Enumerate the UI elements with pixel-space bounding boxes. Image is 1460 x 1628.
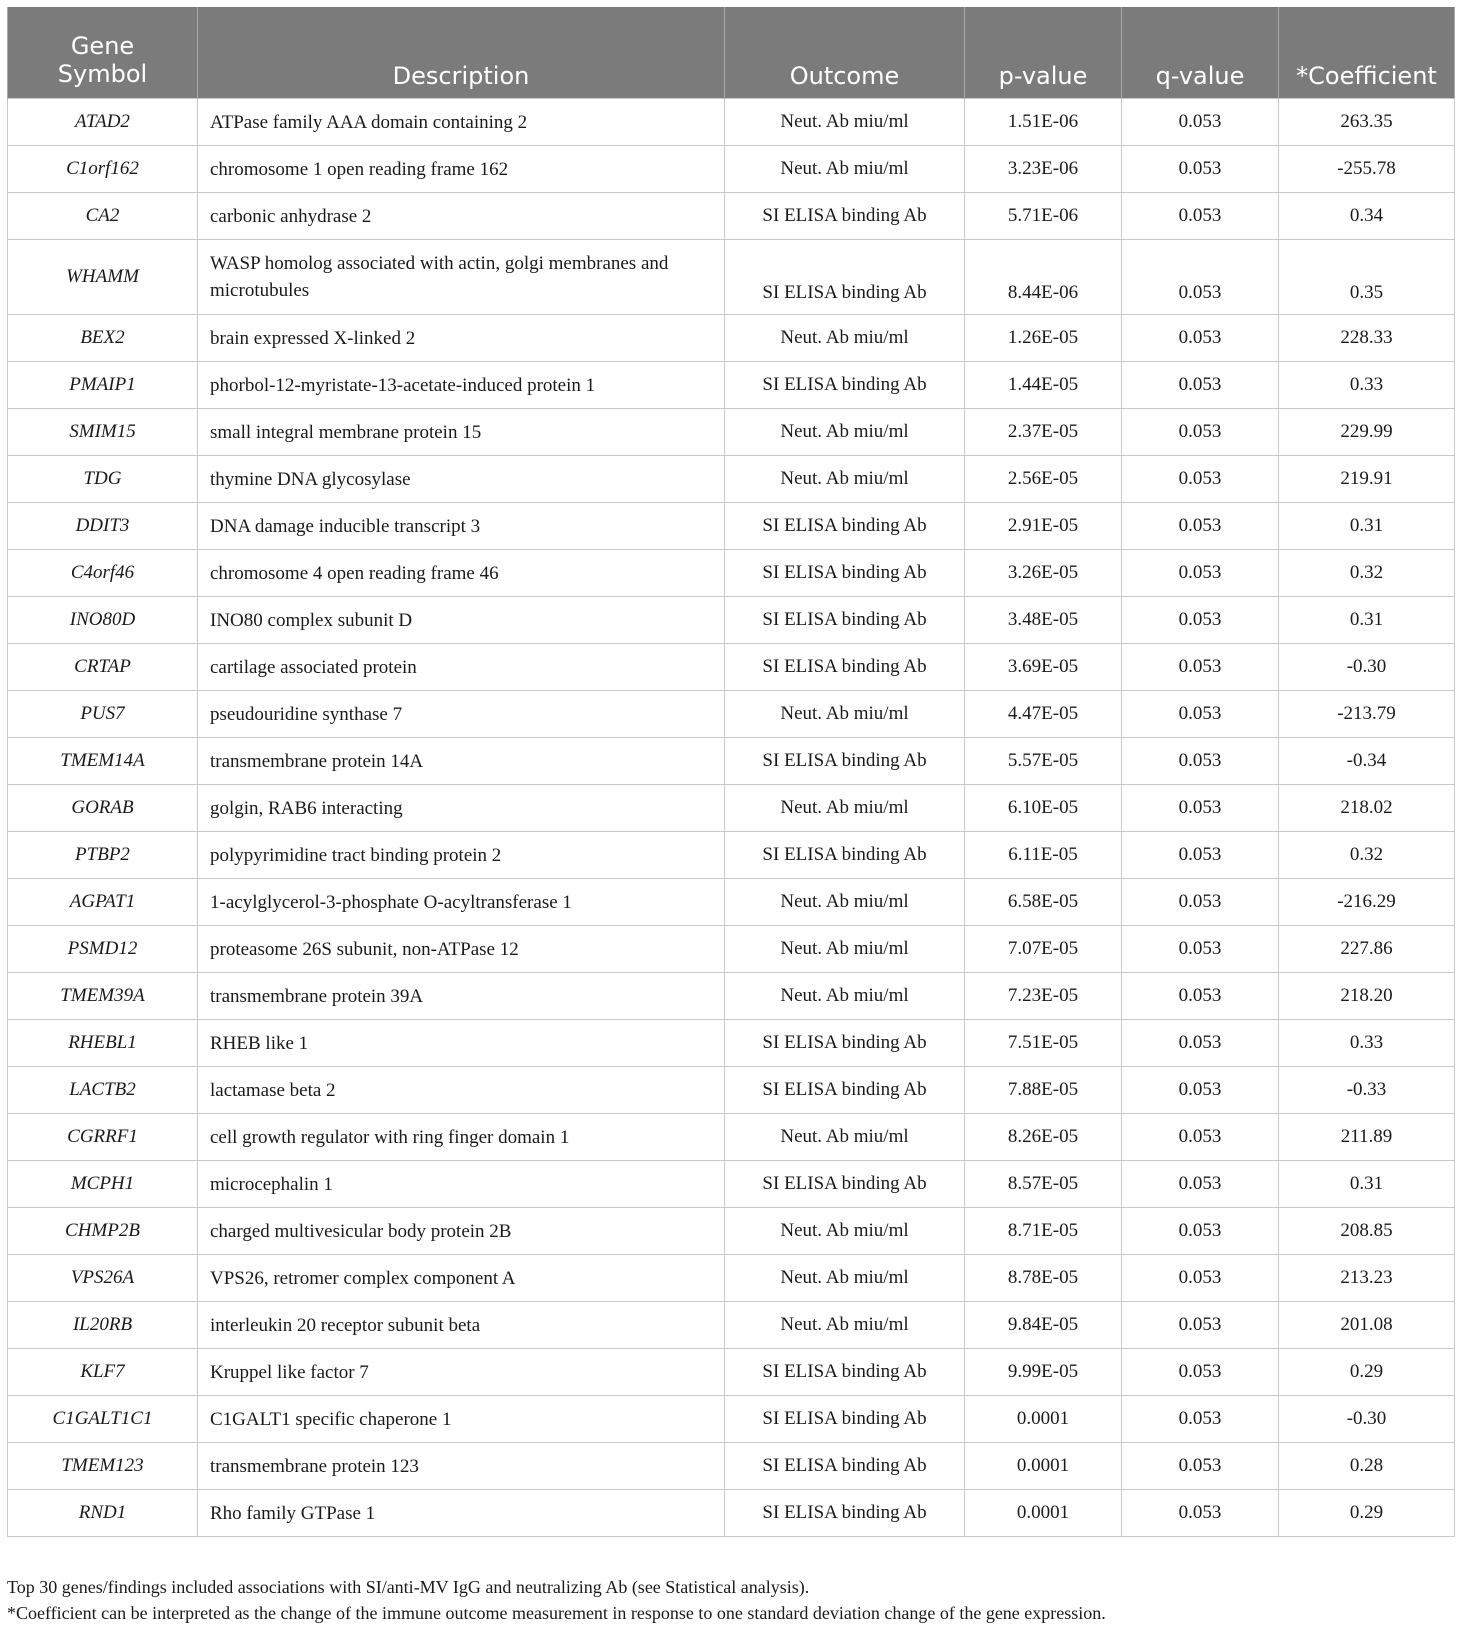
- table-row: [8, 597, 1455, 644]
- coefficient-cell: 228.33: [1279, 315, 1455, 362]
- p-value-cell: 7.23E-05: [965, 973, 1122, 1020]
- table-row: [8, 738, 1455, 785]
- gene-symbol-cell: RND1: [8, 1490, 198, 1537]
- table-row: [8, 691, 1455, 738]
- outcome-cell: SI ELISA binding Ab: [725, 1443, 965, 1490]
- p-value-cell: 8.26E-05: [965, 1114, 1122, 1161]
- q-value-cell: 0.053: [1122, 503, 1279, 550]
- coefficient-cell: 211.89: [1279, 1114, 1455, 1161]
- q-value-cell: 0.053: [1122, 315, 1279, 362]
- description-cell: microcephalin 1: [198, 1161, 725, 1208]
- gene-symbol-cell: TDG: [8, 456, 198, 503]
- gene-symbol-cell: IL20RB: [8, 1302, 198, 1349]
- table-row: [8, 832, 1455, 879]
- description-cell: thymine DNA glycosylase: [198, 456, 725, 503]
- description-cell: Rho family GTPase 1: [198, 1490, 725, 1537]
- table-row: [8, 193, 1455, 240]
- q-value-cell: 0.053: [1122, 1490, 1279, 1537]
- q-value-cell: 0.053: [1122, 1067, 1279, 1114]
- gene-symbol-cell: TMEM123: [8, 1443, 198, 1490]
- gene-symbol-cell: PMAIP1: [8, 362, 198, 409]
- header-q-value: q-value: [1122, 7, 1279, 99]
- table-footnotes: [7, 1574, 1454, 1626]
- p-value-cell: 9.99E-05: [965, 1349, 1122, 1396]
- outcome-cell: SI ELISA binding Ab: [725, 550, 965, 597]
- coefficient-cell: 0.31: [1279, 597, 1455, 644]
- table-row: [8, 1302, 1455, 1349]
- p-value-cell: 7.07E-05: [965, 926, 1122, 973]
- p-value-cell: 0.0001: [965, 1396, 1122, 1443]
- p-value-cell: 5.71E-06: [965, 193, 1122, 240]
- description-cell: transmembrane protein 39A: [198, 973, 725, 1020]
- outcome-cell: SI ELISA binding Ab: [725, 644, 965, 691]
- coefficient-cell: 0.31: [1279, 1161, 1455, 1208]
- p-value-cell: 7.51E-05: [965, 1020, 1122, 1067]
- description-cell: WASP homolog associated with actin, golgi membranes and microtubules: [198, 240, 725, 315]
- table-header-row: [8, 7, 1455, 99]
- table-row: [8, 1161, 1455, 1208]
- coefficient-cell: 0.34: [1279, 193, 1455, 240]
- table-row: [8, 973, 1455, 1020]
- description-cell: lactamase beta 2: [198, 1067, 725, 1114]
- description-cell: transmembrane protein 14A: [198, 738, 725, 785]
- table-body: [8, 99, 1455, 1537]
- table-row: [8, 879, 1455, 926]
- p-value-cell: 0.0001: [965, 1443, 1122, 1490]
- outcome-cell: Neut. Ab miu/ml: [725, 99, 965, 146]
- outcome-cell: SI ELISA binding Ab: [725, 832, 965, 879]
- gene-symbol-cell: TMEM14A: [8, 738, 198, 785]
- description-cell: VPS26, retromer complex component A: [198, 1255, 725, 1302]
- coefficient-cell: 0.29: [1279, 1490, 1455, 1537]
- p-value-cell: 2.56E-05: [965, 456, 1122, 503]
- table-row: [8, 315, 1455, 362]
- description-cell: charged multivesicular body protein 2B: [198, 1208, 725, 1255]
- gene-symbol-cell: DDIT3: [8, 503, 198, 550]
- gene-symbol-cell: CA2: [8, 193, 198, 240]
- table-row: [8, 362, 1455, 409]
- description-cell: phorbol-12-myristate-13-acetate-induced protein 1: [198, 362, 725, 409]
- outcome-cell: SI ELISA binding Ab: [725, 503, 965, 550]
- outcome-cell: Neut. Ab miu/ml: [725, 456, 965, 503]
- gene-association-table: [7, 7, 1455, 1537]
- coefficient-cell: 0.31: [1279, 503, 1455, 550]
- q-value-cell: 0.053: [1122, 973, 1279, 1020]
- gene-symbol-cell: KLF7: [8, 1349, 198, 1396]
- q-value-cell: 0.053: [1122, 1208, 1279, 1255]
- outcome-cell: SI ELISA binding Ab: [725, 1396, 965, 1443]
- table-row: [8, 1020, 1455, 1067]
- q-value-cell: 0.053: [1122, 1161, 1279, 1208]
- description-cell: C1GALT1 specific chaperone 1: [198, 1396, 725, 1443]
- p-value-cell: 6.11E-05: [965, 832, 1122, 879]
- outcome-cell: Neut. Ab miu/ml: [725, 1302, 965, 1349]
- coefficient-cell: 218.02: [1279, 785, 1455, 832]
- description-cell: transmembrane protein 123: [198, 1443, 725, 1490]
- gene-symbol-cell: LACTB2: [8, 1067, 198, 1114]
- description-cell: small integral membrane protein 15: [198, 409, 725, 456]
- header-gene-symbol: [8, 7, 198, 99]
- p-value-cell: 1.51E-06: [965, 99, 1122, 146]
- table-row: [8, 1255, 1455, 1302]
- q-value-cell: 0.053: [1122, 409, 1279, 456]
- p-value-cell: 6.58E-05: [965, 879, 1122, 926]
- outcome-cell: Neut. Ab miu/ml: [725, 926, 965, 973]
- table-row: [8, 785, 1455, 832]
- q-value-cell: 0.053: [1122, 1302, 1279, 1349]
- q-value-cell: 0.053: [1122, 1443, 1279, 1490]
- coefficient-cell: -216.29: [1279, 879, 1455, 926]
- gene-symbol-cell: TMEM39A: [8, 973, 198, 1020]
- q-value-cell: 0.053: [1122, 738, 1279, 785]
- header-gene-line2: Symbol: [57, 60, 148, 88]
- description-cell: DNA damage inducible transcript 3: [198, 503, 725, 550]
- table-row: [8, 503, 1455, 550]
- outcome-cell: Neut. Ab miu/ml: [725, 315, 965, 362]
- table-row: [8, 99, 1455, 146]
- header-description: Description: [198, 7, 725, 99]
- q-value-cell: 0.053: [1122, 879, 1279, 926]
- header-outcome: Outcome: [725, 7, 965, 99]
- coefficient-cell: -213.79: [1279, 691, 1455, 738]
- q-value-cell: 0.053: [1122, 644, 1279, 691]
- gene-symbol-cell: C4orf46: [8, 550, 198, 597]
- q-value-cell: 0.053: [1122, 832, 1279, 879]
- coefficient-cell: -255.78: [1279, 146, 1455, 193]
- description-cell: INO80 complex subunit D: [198, 597, 725, 644]
- gene-symbol-cell: INO80D: [8, 597, 198, 644]
- outcome-cell: SI ELISA binding Ab: [725, 1067, 965, 1114]
- description-cell: brain expressed X-linked 2: [198, 315, 725, 362]
- table-row: [8, 926, 1455, 973]
- gene-symbol-cell: WHAMM: [8, 240, 198, 315]
- outcome-cell: Neut. Ab miu/ml: [725, 691, 965, 738]
- table-row: [8, 1490, 1455, 1537]
- table-row: [8, 1067, 1455, 1114]
- p-value-cell: 3.48E-05: [965, 597, 1122, 644]
- coefficient-cell: 0.33: [1279, 1020, 1455, 1067]
- gene-symbol-cell: GORAB: [8, 785, 198, 832]
- description-cell: RHEB like 1: [198, 1020, 725, 1067]
- gene-symbol-cell: CGRRF1: [8, 1114, 198, 1161]
- coefficient-cell: 218.20: [1279, 973, 1455, 1020]
- description-cell: carbonic anhydrase 2: [198, 193, 725, 240]
- outcome-cell: SI ELISA binding Ab: [725, 738, 965, 785]
- description-cell: pseudouridine synthase 7: [198, 691, 725, 738]
- p-value-cell: 8.44E-06: [965, 240, 1122, 315]
- q-value-cell: 0.053: [1122, 597, 1279, 644]
- coefficient-cell: -0.33: [1279, 1067, 1455, 1114]
- outcome-cell: SI ELISA binding Ab: [725, 597, 965, 644]
- table-row: [8, 644, 1455, 691]
- table-row: [8, 240, 1455, 315]
- p-value-cell: 1.26E-05: [965, 315, 1122, 362]
- outcome-cell: Neut. Ab miu/ml: [725, 973, 965, 1020]
- table-row: [8, 146, 1455, 193]
- outcome-cell: Neut. Ab miu/ml: [725, 146, 965, 193]
- table-row: [8, 456, 1455, 503]
- header-gene-line1: Gene: [70, 32, 135, 60]
- p-value-cell: 0.0001: [965, 1490, 1122, 1537]
- q-value-cell: 0.053: [1122, 1349, 1279, 1396]
- q-value-cell: 0.053: [1122, 1255, 1279, 1302]
- description-cell: ATPase family AAA domain containing 2: [198, 99, 725, 146]
- description-cell: chromosome 1 open reading frame 162: [198, 146, 725, 193]
- p-value-cell: 8.78E-05: [965, 1255, 1122, 1302]
- description-cell: proteasome 26S subunit, non-ATPase 12: [198, 926, 725, 973]
- q-value-cell: 0.053: [1122, 1114, 1279, 1161]
- description-cell: golgin, RAB6 interacting: [198, 785, 725, 832]
- outcome-cell: SI ELISA binding Ab: [725, 1490, 965, 1537]
- q-value-cell: 0.053: [1122, 691, 1279, 738]
- gene-symbol-cell: AGPAT1: [8, 879, 198, 926]
- p-value-cell: 7.88E-05: [965, 1067, 1122, 1114]
- coefficient-cell: 0.29: [1279, 1349, 1455, 1396]
- q-value-cell: 0.053: [1122, 146, 1279, 193]
- coefficient-cell: 201.08: [1279, 1302, 1455, 1349]
- table-row: [8, 550, 1455, 597]
- outcome-cell: SI ELISA binding Ab: [725, 1020, 965, 1067]
- gene-symbol-cell: C1GALT1C1: [8, 1396, 198, 1443]
- coefficient-cell: 0.35: [1279, 240, 1455, 315]
- coefficient-cell: 263.35: [1279, 99, 1455, 146]
- coefficient-cell: -0.30: [1279, 644, 1455, 691]
- gene-symbol-cell: SMIM15: [8, 409, 198, 456]
- description-cell: cartilage associated protein: [198, 644, 725, 691]
- q-value-cell: 0.053: [1122, 99, 1279, 146]
- coefficient-cell: 213.23: [1279, 1255, 1455, 1302]
- coefficient-cell: -0.34: [1279, 738, 1455, 785]
- p-value-cell: 3.69E-05: [965, 644, 1122, 691]
- outcome-cell: Neut. Ab miu/ml: [725, 879, 965, 926]
- description-cell: chromosome 4 open reading frame 46: [198, 550, 725, 597]
- outcome-cell: SI ELISA binding Ab: [725, 193, 965, 240]
- description-cell: 1-acylglycerol-3-phosphate O-acyltransferase 1: [198, 879, 725, 926]
- gene-symbol-cell: C1orf162: [8, 146, 198, 193]
- table-row: [8, 1114, 1455, 1161]
- p-value-cell: 1.44E-05: [965, 362, 1122, 409]
- table-row: [8, 409, 1455, 456]
- table-row: [8, 1208, 1455, 1255]
- outcome-cell: Neut. Ab miu/ml: [725, 1255, 965, 1302]
- coefficient-cell: -0.30: [1279, 1396, 1455, 1443]
- coefficient-cell: 0.32: [1279, 832, 1455, 879]
- coefficient-cell: 227.86: [1279, 926, 1455, 973]
- coefficient-cell: 0.28: [1279, 1443, 1455, 1490]
- q-value-cell: 0.053: [1122, 785, 1279, 832]
- footnote-top30: Top 30 genes/findings included associations with SI/anti-MV IgG and neutralizing Ab (see Statistical analysis).: [7, 1577, 810, 1597]
- q-value-cell: 0.053: [1122, 456, 1279, 503]
- q-value-cell: 0.053: [1122, 240, 1279, 315]
- p-value-cell: 6.10E-05: [965, 785, 1122, 832]
- table-row: [8, 1443, 1455, 1490]
- description-cell: cell growth regulator with ring finger domain 1: [198, 1114, 725, 1161]
- q-value-cell: 0.053: [1122, 1396, 1279, 1443]
- gene-symbol-cell: CHMP2B: [8, 1208, 198, 1255]
- p-value-cell: 8.57E-05: [965, 1161, 1122, 1208]
- description-cell: Kruppel like factor 7: [198, 1349, 725, 1396]
- coefficient-cell: 0.32: [1279, 550, 1455, 597]
- coefficient-cell: 0.33: [1279, 362, 1455, 409]
- gene-symbol-cell: PUS7: [8, 691, 198, 738]
- p-value-cell: 8.71E-05: [965, 1208, 1122, 1255]
- outcome-cell: Neut. Ab miu/ml: [725, 409, 965, 456]
- outcome-cell: Neut. Ab miu/ml: [725, 1114, 965, 1161]
- gene-symbol-cell: ATAD2: [8, 99, 198, 146]
- coefficient-cell: 219.91: [1279, 456, 1455, 503]
- q-value-cell: 0.053: [1122, 193, 1279, 240]
- outcome-cell: SI ELISA binding Ab: [725, 1161, 965, 1208]
- p-value-cell: 5.57E-05: [965, 738, 1122, 785]
- outcome-cell: SI ELISA binding Ab: [725, 1349, 965, 1396]
- q-value-cell: 0.053: [1122, 550, 1279, 597]
- header-coefficient: *Coefficient: [1279, 7, 1455, 99]
- gene-symbol-cell: RHEBL1: [8, 1020, 198, 1067]
- gene-symbol-cell: PTBP2: [8, 832, 198, 879]
- outcome-cell: Neut. Ab miu/ml: [725, 785, 965, 832]
- gene-symbol-cell: MCPH1: [8, 1161, 198, 1208]
- outcome-cell: Neut. Ab miu/ml: [725, 1208, 965, 1255]
- description-cell: interleukin 20 receptor subunit beta: [198, 1302, 725, 1349]
- header-p-value: p-value: [965, 7, 1122, 99]
- coefficient-cell: 208.85: [1279, 1208, 1455, 1255]
- p-value-cell: 4.47E-05: [965, 691, 1122, 738]
- gene-symbol-cell: PSMD12: [8, 926, 198, 973]
- gene-symbol-cell: CRTAP: [8, 644, 198, 691]
- p-value-cell: 2.37E-05: [965, 409, 1122, 456]
- q-value-cell: 0.053: [1122, 926, 1279, 973]
- outcome-cell: SI ELISA binding Ab: [725, 240, 965, 315]
- description-cell: polypyrimidine tract binding protein 2: [198, 832, 725, 879]
- gene-table-container: [7, 7, 1454, 1537]
- p-value-cell: 3.23E-06: [965, 146, 1122, 193]
- gene-symbol-cell: VPS26A: [8, 1255, 198, 1302]
- table-row: [8, 1349, 1455, 1396]
- outcome-cell: SI ELISA binding Ab: [725, 362, 965, 409]
- table-row: [8, 1396, 1455, 1443]
- p-value-cell: 3.26E-05: [965, 550, 1122, 597]
- q-value-cell: 0.053: [1122, 1020, 1279, 1067]
- q-value-cell: 0.053: [1122, 362, 1279, 409]
- p-value-cell: 9.84E-05: [965, 1302, 1122, 1349]
- footnote-coefficient: *Coefficient can be interpreted as the change of the immune outcome measurement in response to one standard deviation change of the gene expression.: [7, 1603, 1106, 1623]
- p-value-cell: 2.91E-05: [965, 503, 1122, 550]
- gene-symbol-cell: BEX2: [8, 315, 198, 362]
- coefficient-cell: 229.99: [1279, 409, 1455, 456]
